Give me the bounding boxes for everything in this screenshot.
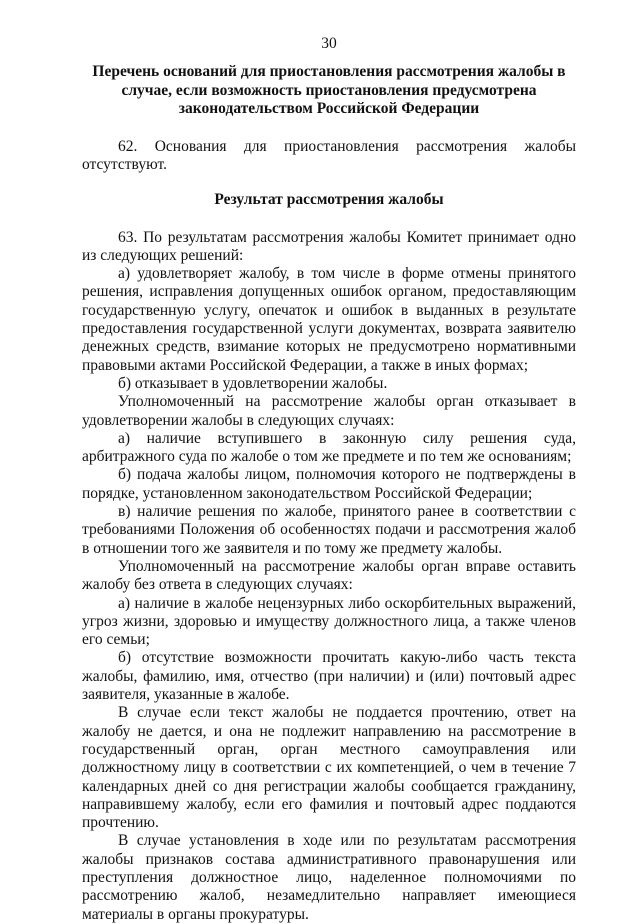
paragraph-item: б) отсутствие возможности прочитать какую-либо часть текста жалобы, фамилию, имя, отчество (при наличии) и (или) почтовый адрес заявителя, указанные в жалобе.: [82, 649, 576, 704]
section-title-line: законодательством Российской Федерации: [178, 100, 480, 117]
paragraph-62: 62. Основания для приостановления рассмотрения жалобы отсутствуют.: [82, 137, 576, 173]
paragraph-item: б) подача жалобы лицом, полномочия которого не подтверждены в порядке, установленном законодательством Российской Федерации;: [82, 466, 576, 502]
paragraph-item: б) отказывает в удовлетворении жалобы.: [118, 374, 388, 392]
paragraph-item: а) удовлетворяет жалобу, в том числе в форме отмены принятого решения, исправления допущенных ошибок органом, предоставляющим государственную услугу, опечаток и ошибок в выданных в результате предоставления государственной услуги документах, возврата заявителю денежных средств, взимание которых не предусмотрено нормативными правовыми актами Российской Федерации, а также в иных формах;: [82, 265, 576, 374]
section-title-suspension-grounds: [82, 63, 576, 119]
paragraph-violation-signs: В случае установления в ходе или по результатам рассмотрения жалобы признаков состава административного правонарушения или преступления должностное лицо, наделенное полномочиями по рассмотрению жалоб, незамедлительно направляет имеющиеся материалы в органы прокуратуры.: [82, 832, 576, 923]
paragraph-item: а) наличие в жалобе нецензурных либо оскорбительных выражений, угроз жизни, здоровью и имуществу должностного лица, а также членов его семьи;: [82, 594, 576, 649]
section-title-line: Перечень оснований для приостановления рассмотрения жалобы в: [92, 63, 566, 80]
section-title-complaint-result: Результат рассмотрения жалобы: [214, 191, 444, 209]
section-title-line: случае, если возможность приостановления предусмотрена: [121, 81, 537, 99]
page-number: 30: [321, 35, 337, 52]
paragraph-63: 63. По результатам рассмотрения жалобы Комитет принимает одно из следующих решений:: [82, 228, 576, 264]
paragraph-item: в) наличие решения по жалобе, принятого ранее в соответствии с требованиями Положения об особенностях подачи и рассмотрения жалоб в отношении того же заявителя и по тому же предмету жалобы.: [82, 503, 576, 557]
paragraph-refusal-cases: Уполномоченный на рассмотрение жалобы орган отказывает в удовлетворении жалобы в следующих случаях:: [82, 393, 576, 429]
paragraph-no-answer-cases: Уполномоченный на рассмотрение жалобы орган вправе оставить жалобу без ответа в следующих случаях:: [82, 557, 576, 594]
paragraph-item: а) наличие вступившего в законную силу решения суда, арбитражного суда по жалобе о том же предмете и по тем же основаниям;: [82, 429, 576, 466]
paragraph-unreadable-text: В случае если текст жалобы не поддается прочтению, ответ на жалобу не дается, и она не подлежит направлению на рассмотрение в государственный орган, орган местного самоуправления или должностному лицу в соответствии с их компетенцией, о чем в течение 7 календарных дней со дня регистрации жалобы сообщается гражданину, направившему жалобу, если его фамилия и почтовый адрес поддаются прочтению.: [82, 704, 576, 832]
